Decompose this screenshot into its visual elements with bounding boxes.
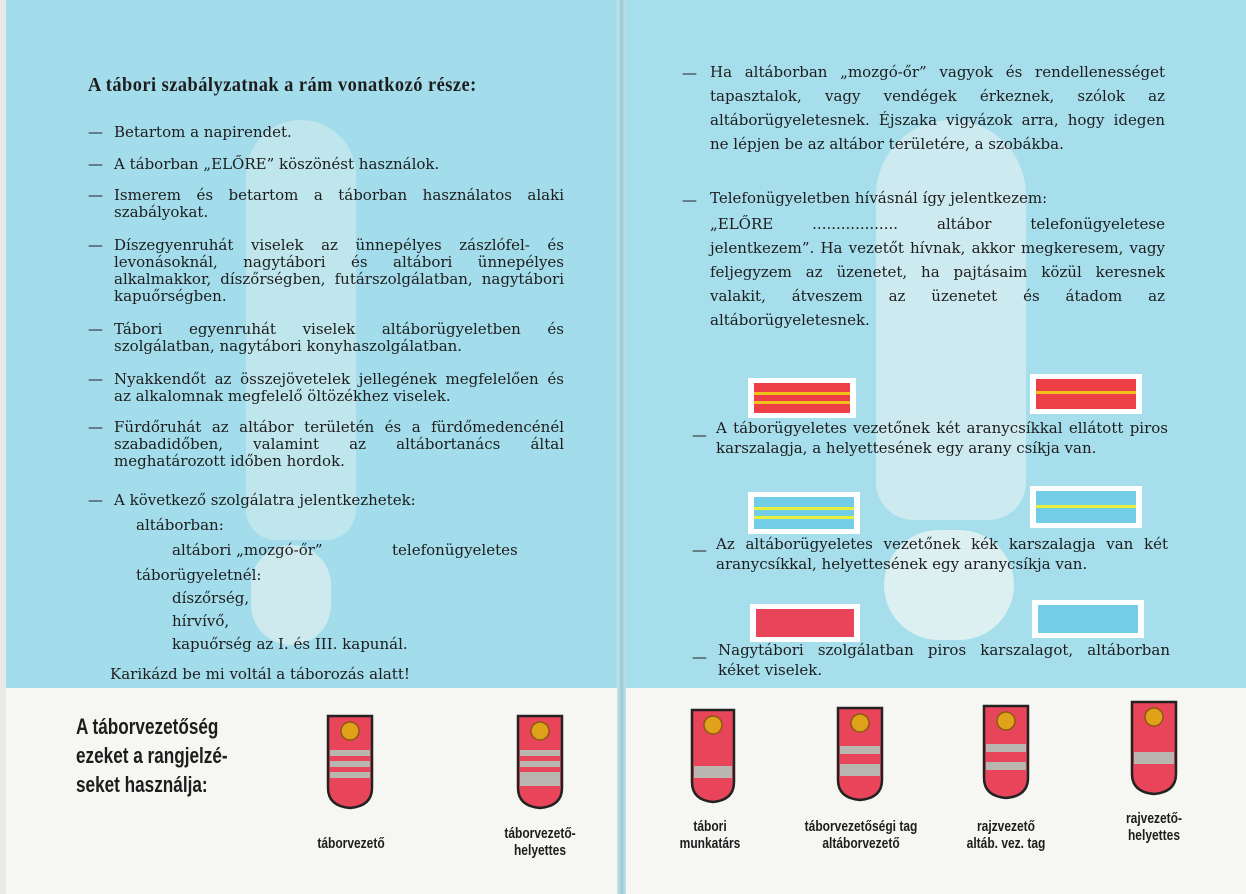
bullet-dash: —: [88, 418, 103, 436]
rank-badge-taborvezeto-helyettes: [516, 714, 564, 810]
rule-item: Betartom a napirendet.: [114, 123, 292, 141]
rank-label-line: helyettes: [1127, 827, 1181, 844]
armband-red-plain: [750, 604, 860, 642]
page-heading: A tábori szabályzatnak a rám vonatkozó része:: [88, 74, 477, 96]
circle-instruction: Karikázd be mi voltál a táborozás alatt!: [110, 665, 410, 683]
bullet-dash: —: [88, 123, 103, 141]
ranks-heading-line: seket használja:: [76, 772, 208, 797]
service-hirvivo: hírvívő,: [172, 612, 230, 630]
rank-label-line: táborvezetőségi tag: [804, 818, 918, 835]
rule-item: Tábori egyenruhát viselek altáborügyeletben és szolgálatban, nagytábori konyhaszolgálatban.: [114, 320, 564, 355]
rank-label: [793, 818, 929, 852]
rank-label: [500, 825, 580, 859]
rank-badge-rajzvezeto: [982, 704, 1030, 800]
rank-badge-rajvezeto-helyettes: [1130, 700, 1178, 796]
rule-item: Az altáborügyeletes vezetőnek kék karszalagja van két aranycsíkkal, helyettesének egy aranycsíkja van.: [716, 535, 1168, 573]
rule-item: Telefonügyeletben hívásnál így jelentkezem:: [710, 189, 1048, 207]
bullet-dash: —: [692, 648, 707, 666]
armband-blue-one-stripe: [1030, 486, 1142, 528]
rank-label-line: tábori: [693, 818, 727, 835]
bullet-dash: —: [682, 64, 697, 82]
bullet-dash: —: [88, 491, 103, 509]
bullet-dash: —: [88, 186, 103, 204]
rank-label-line: helyettes: [513, 842, 567, 859]
bullet-dash: —: [88, 320, 103, 338]
service-taborugyeletnel: táborügyeletnél:: [136, 566, 262, 584]
ranks-heading-line: ezeket a rangjelzé-: [76, 743, 228, 768]
ranks-band: [6, 688, 618, 894]
rank-label-line: altáborvezető: [822, 835, 900, 852]
service-diszorseg: díszőrség,: [172, 589, 250, 607]
rank-label-line: munkatárs: [679, 835, 741, 852]
rule-item-body: „ELŐRE .................. altábor telefonügyeletese jelentkezem”. Ha vezetőt hívnak, akkor megkeresem, vagy feljegyzem az üzenetet, ha pajtásaim közül keresnek valakit, átveszem az üzenetet és átadom az altáborügyeletesnek.: [710, 215, 1165, 329]
rule-item: Nagytábori szolgálatban piros karszalagot, altáborban kéket viselek.: [718, 641, 1170, 679]
rule-item: A táborban „ELŐRE” köszönést használok.: [114, 155, 440, 173]
bullet-dash: —: [682, 191, 697, 209]
right-page: [626, 0, 1246, 894]
rule-item: A következő szolgálatra jelentkezhetek:: [114, 491, 416, 509]
rule-item: A táborügyeletes vezetőnek két aranycsíkkal ellátott piros karszalagja, a helyettesének egy arany csíkja van.: [716, 419, 1168, 457]
service-telefon: telefonügyeletes: [392, 541, 518, 559]
rank-label-line: táborvezető-: [504, 825, 576, 842]
rank-badge-altaborvezeto: [836, 706, 884, 802]
rule-item: Ismerem és betartom a táborban használatos alaki szabályokat.: [114, 186, 564, 221]
armband-red-two-stripes: [748, 378, 856, 418]
rank-label: [670, 818, 750, 852]
armband-red-one-stripe: [1030, 374, 1142, 414]
rule-item: Díszegyenruhát viselek az ünnepélyes zászlófel- és levonásoknál, nagytábori és altábori ünnepélyes alkalmakkor, díszőrségben, futárszolgálatban, nagytábori kapuőrségben.: [114, 236, 564, 305]
bullet-dash: —: [88, 370, 103, 388]
rank-badge-tabori-munkatars: [690, 708, 736, 804]
left-page: [6, 0, 618, 894]
bullet-dash: —: [692, 426, 707, 444]
armband-blue-plain: [1032, 600, 1144, 638]
armband-blue-two-stripes: [748, 492, 860, 534]
rank-label-line: altáb. vez. tag: [966, 835, 1046, 852]
ranks-heading-line: A táborvezetőség: [76, 714, 219, 739]
rank-label: [1114, 810, 1194, 844]
ranks-band: [626, 688, 1246, 894]
rank-label-line: rajvezető-: [1125, 810, 1183, 827]
rank-label: [958, 818, 1054, 852]
service-mozgo-or: altábori „mozgó-őr”: [172, 541, 323, 559]
rank-label-line: rajzvezető: [976, 818, 1036, 835]
rank-badge-taborvezeto: [326, 714, 374, 810]
bullet-dash: —: [88, 155, 103, 173]
bullet-dash: —: [692, 541, 707, 559]
bullet-dash: —: [88, 236, 103, 254]
rank-label: táborvezető: [317, 835, 385, 852]
service-kapuorseg: kapuőrség az I. és III. kapunál.: [172, 635, 408, 653]
service-altaborban: altáborban:: [136, 516, 224, 534]
rule-item: Ha altáborban „mozgó-őr” vagyok és rendellenességet tapasztalok, vagy vendégek érkeznek, szólok az altáborügyeletesnek. Éjszaka vigyázok arra, hogy idegen ne lépjen be az altábor területére, a szobákba.: [710, 63, 1165, 153]
rule-item: Fürdőruhát az altábor területén és a fürdőmedencénél szabadidőben, valamint az altábortanács által meghatározott időben hordok.: [114, 418, 564, 470]
rule-item: Nyakkendőt az összejövetelek jellegének megfelelően és az alkalomnak megfelelő öltözékhez viselek.: [114, 370, 564, 405]
exclamation-dot-decoration: [251, 545, 331, 645]
